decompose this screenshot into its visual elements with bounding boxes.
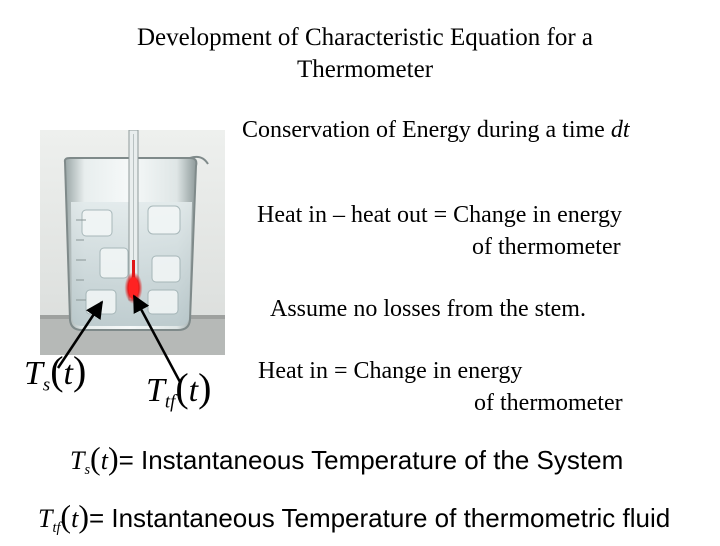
title-line-1: Development of Characteristic Equation for a (136, 24, 594, 51)
energy-balance-1-line-1: Heat in – heat out = Change in energy (257, 202, 622, 228)
fluid-definition-text: = Instantaneous Temperature of thermometric fluid (88, 503, 671, 533)
definition-fluid: $T_{tf}(t)=$ Instantaneous Temperature of thermometric fluid (38, 498, 671, 536)
energy-balance-2-line-1: Heat in = Change in energy (258, 358, 523, 384)
ts-subscript: s (42, 374, 51, 396)
def-ttf-subscript: tf (52, 520, 61, 536)
energy-balance-1-line-2: of thermometer (472, 234, 621, 260)
conservation-text: Conservation of Energy during a time (242, 117, 611, 143)
ts-label: $T_s(t)$ (24, 348, 87, 396)
def-ts-subscript: s (84, 462, 91, 478)
title-line-2: Thermometer (296, 56, 434, 83)
def-ttf-symbol: T (38, 504, 53, 533)
ttf-subscript: tf (164, 391, 176, 413)
ttf-argument: t (188, 372, 199, 409)
ts-argument: t (63, 355, 73, 392)
system-definition-text: = Instantaneous Temperature of the System (118, 445, 624, 475)
def-ts-symbol: T (70, 446, 85, 475)
ts-symbol: T (24, 355, 43, 392)
ttf-symbol: T (146, 372, 165, 409)
def-ttf-argument: t (71, 504, 79, 533)
dt-variable: dt (610, 117, 630, 143)
assumption-text: Assume no losses from the stem. (270, 296, 586, 322)
definition-system: $T_s(t)=$ Instantaneous Temperature of the System (70, 440, 624, 478)
ttf-label: $T_{tf}(t)$ (146, 365, 212, 413)
def-ts-argument: t (100, 446, 108, 475)
energy-balance-2-line-2: of thermometer (474, 390, 623, 416)
